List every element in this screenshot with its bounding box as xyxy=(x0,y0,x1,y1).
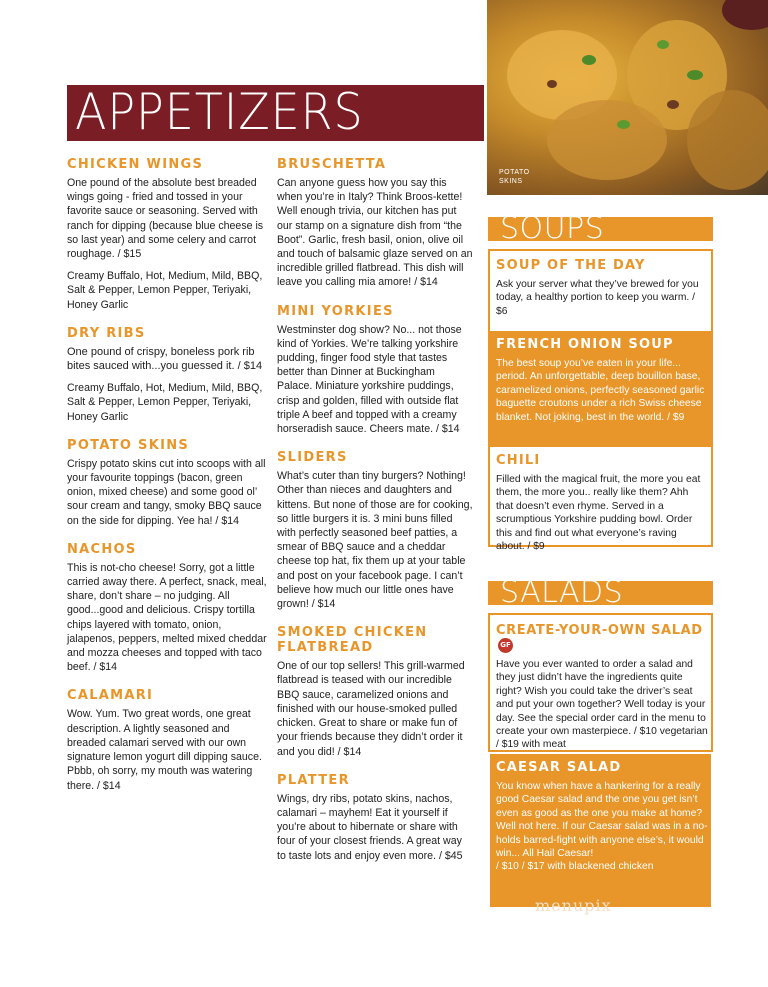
menu-item-chicken-wings xyxy=(67,157,267,312)
menu-item-soup-of-the-day xyxy=(496,258,706,318)
item-flavours: Creamy Buffalo, Hot, Medium, Mild, BBQ, Salt & Pepper, Lemon Pepper, Teriyaki, Honey Garlic xyxy=(67,270,263,311)
item-description: Can anyone guess how you say this when you’re in Italy? Think Broos-kette! Well enough trivia, our kitchen has put our stamp on a signature dish from “the Boot”. Garlic, fresh basil, onion, olive oil and touch of balsamic glaze served on an incredible grilled flatbread. This dish will leave you calling mia amore! / $14 xyxy=(277,177,473,289)
salads-heading: SALADS xyxy=(500,575,624,610)
menu-item-mini-yorkies xyxy=(277,304,473,437)
watermark: menupix xyxy=(535,896,612,915)
item-title: SMOKED CHICKEN FLATBREAD xyxy=(277,625,428,656)
soups-heading: SOUPS xyxy=(500,211,605,246)
menu-item-potato-skins xyxy=(67,438,267,528)
item-title: BRUSCHETTA xyxy=(277,157,387,172)
item-description: One of our top sellers! This grill-warmed flatbread is teased with our incredible BBQ sauce, caramelized onions and finished with our house-smoked pulled chicken. Great to share or make fun of your friends because they didn’t order it and you did! / $14 xyxy=(277,660,465,758)
item-description: Crispy potato skins cut into scoops with all your favourite toppings (bacon, green onion, mixed cheese) and some good ol’ sour cream and tangy, smoky BBQ sauce on the side for dipping. Yee ha! / $14 xyxy=(67,457,266,527)
item-title: CAESAR SALAD xyxy=(496,760,622,775)
item-description: Have you ever wanted to order a salad and they just didn’t have the ingredients quite right? Wish you could take the driver’s seat and put your own together? Well today is your day. See the special order card in the menu to create your own masterpiece. / $10 vegetarian / $19 with meat xyxy=(496,659,708,751)
item-title: FRENCH ONION SOUP xyxy=(496,337,674,352)
item-description: What’s cuter than tiny burgers? Nothing! Other than nieces and daughters and kittens. But none of those are for cooking, so little burgers it is. 3 mini buns filled with perfectly seasoned beef patties, a smear of BBQ sauce and a cheddar cheese top hat, fix them up at your table and post on your facebook page. I can’t believe how much our little ones have grown! / $14 xyxy=(277,470,473,611)
item-description: Westminster dog show? No... not those kind of Yorkies. We’re talking yorkshire pudding, finger food style that tastes better than Dinner at Buckingham Palace. Miniature yorkshire puddings, crisp and golden, filled with outside flat triple A beef and topped with a creamy horseradish sauce. Cheers mate. / $14 xyxy=(277,323,462,436)
item-title: MINI YORKIES xyxy=(277,303,394,319)
salads-header xyxy=(488,575,713,610)
menu-item-calamari xyxy=(67,688,267,792)
item-description: Ask your server what they’ve brewed for you today, a healthy portion to keep you warm. / $6 xyxy=(496,279,699,317)
item-title-text: CREATE-YOUR-OWN SALAD xyxy=(496,623,703,638)
item-description: You know when have a hankering for a really good Caesar salad and the one you get isn’t even as good as the one you make at home? Well not here. If our Caesar salad was in a no-holds barred-fight with anyone else’s, it would win... All Hail Caesar! xyxy=(496,781,708,860)
appetizers-banner xyxy=(67,85,484,141)
item-title: SLIDERS xyxy=(277,450,348,466)
item-title: SOUP OF THE DAY xyxy=(496,258,646,273)
menu-item-french-onion-soup xyxy=(490,331,711,447)
menu-item-caesar-salad xyxy=(490,754,711,907)
appetizers-heading: APPETIZERS xyxy=(75,83,364,141)
item-price: / $10 / $17 with blackened chicken xyxy=(496,861,654,873)
menu-item-platter xyxy=(277,773,473,863)
menu-item-nachos xyxy=(67,542,267,675)
item-description: Wings, dry ribs, potato skins, nachos, calamari – mayhem! Eat it yourself if you’re about to hibernate or share with four of your closest friends. A great way to taste lots and enjoy even more. / $45 xyxy=(277,792,463,862)
menu-item-dry-ribs xyxy=(67,326,267,424)
menu-item-bruschetta xyxy=(277,157,473,290)
soups-section xyxy=(488,211,713,565)
item-title: NACHOS xyxy=(67,541,137,557)
item-flavours: Creamy Buffalo, Hot, Medium, Mild, BBQ, Salt & Pepper, Lemon Pepper, Teriyaki, Honey Garlic xyxy=(67,382,263,423)
appetizers-right-column xyxy=(277,157,473,877)
appetizers-left-column xyxy=(67,157,267,807)
gluten-free-badge: GF xyxy=(498,638,513,653)
item-title: POTATO SKINS xyxy=(67,437,190,453)
item-description: The best soup you’ve eaten in your life... period. An unforgettable, deep bouillon base, caramelized onions, perfectly seasoned garlic baguette croutons under a rich Swiss cheese blanket. Not joking, best in the world. / $9 xyxy=(496,358,705,423)
menu-item-create-your-own-salad xyxy=(496,623,711,752)
photo-caption xyxy=(499,168,530,186)
item-description: Wow. Yum. Two great words, one great description. A lightly seasoned and breaded calamari served with our own signature lemon yogurt dill dipping sauce. Pbbb, oh sorry, my mouth was watering there. / $14 xyxy=(67,708,262,792)
item-description: One pound of the absolute best breaded wings going - fried and tossed in your favorite sauce or seasoning. Served with ranch for dipping (because blue cheese is so last year) and some celery and carrot roughage. / $15 xyxy=(67,177,264,261)
item-description: Filled with the magical fruit, the more you eat them, the more you.. really like them? Ahh that doesn’t even rhyme. Served in a scrumptious Yorkshire pudding bowl. Order this and find out what everyone’s raving about. / $9 xyxy=(496,474,701,553)
item-description: This is not-cho cheese! Sorry, got a little carried away there. A perfect, snack, meal, share, don’t share – no judging. All good...good and delicious. Crispy tortilla chips layered with tomato, onion, jalapenos, peppers, melted mixed cheddar and mozza cheeses and topped with taco beef. / $14 xyxy=(67,561,267,674)
item-description: One pound of crispy, boneless pork rib bites sauced with...you guessed it. / $14 xyxy=(67,345,263,373)
item-title: DRY RIBS xyxy=(67,325,146,341)
menu-item-smoked-chicken-flatbread xyxy=(277,625,473,758)
item-title: PLATTER xyxy=(277,772,350,788)
menu-item-sliders xyxy=(277,450,473,611)
soups-header xyxy=(488,211,713,246)
item-title: CHILI xyxy=(496,453,541,468)
potato-skins-photo xyxy=(487,0,768,195)
caption-line-2: SKINS xyxy=(499,178,523,185)
menu-item-chili xyxy=(496,453,706,553)
salads-section xyxy=(488,575,713,911)
caption-line-1: POTATO xyxy=(499,169,530,176)
item-title: CALAMARI xyxy=(67,688,154,704)
item-title: CHICKEN WINGS xyxy=(67,157,204,172)
item-title xyxy=(496,623,711,653)
